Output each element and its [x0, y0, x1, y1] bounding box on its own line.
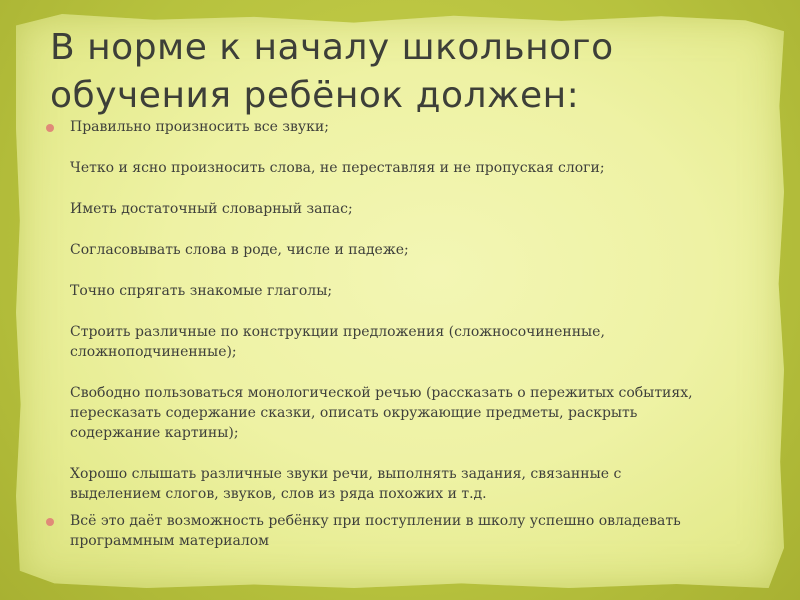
bullet-dot-icon: [46, 518, 54, 526]
title-line: обучения ребёнок должен:: [50, 75, 580, 116]
text-line: содержание картины);: [70, 425, 239, 441]
text-line: Иметь достаточный словарный запас;: [70, 201, 353, 217]
line-gap: [70, 219, 758, 240]
text-line: пересказать содержание сказки, описать окружающие предметы, раскрыть: [70, 405, 638, 421]
slide-title: [50, 24, 750, 120]
text-line: программным материалом: [70, 533, 270, 549]
bullet-dot-icon: [46, 124, 54, 132]
text-line: Точно спрягать знакомые глаголы;: [70, 283, 333, 299]
text-line: выделением слогов, звуков, слов из ряда похожих и т.д.: [70, 486, 487, 502]
text-line: Строить различные по конструкции предложения (сложносочиненные,: [70, 324, 605, 340]
text-line: Всё это даёт возможность ребёнку при поступлении в школу успешно овладевать: [70, 513, 681, 529]
line-gap: [70, 443, 758, 464]
line-gap: [70, 301, 758, 322]
text-line: Правильно произносить все звуки;: [70, 119, 329, 135]
content-list: [46, 117, 758, 551]
line-gap: [70, 362, 758, 383]
list-item: [46, 511, 758, 551]
line-gap: [70, 260, 758, 281]
text-line: Согласовывать слова в роде, числе и падеже;: [70, 242, 409, 258]
text-line: Свободно пользоваться монологической речью (рассказать о пережитых событиях,: [70, 385, 693, 401]
title-line: В норме к началу школьного: [50, 27, 614, 68]
text-line: сложноподчиненные);: [70, 344, 237, 360]
text-line: Хорошо слышать различные звуки речи, выполнять задания, связанные с: [70, 466, 622, 482]
text-line: Четко и ясно произносить слова, не переставляя и не пропуская слоги;: [70, 160, 605, 176]
list-item: [46, 117, 758, 504]
line-gap: [70, 137, 758, 158]
line-gap: [70, 178, 758, 199]
